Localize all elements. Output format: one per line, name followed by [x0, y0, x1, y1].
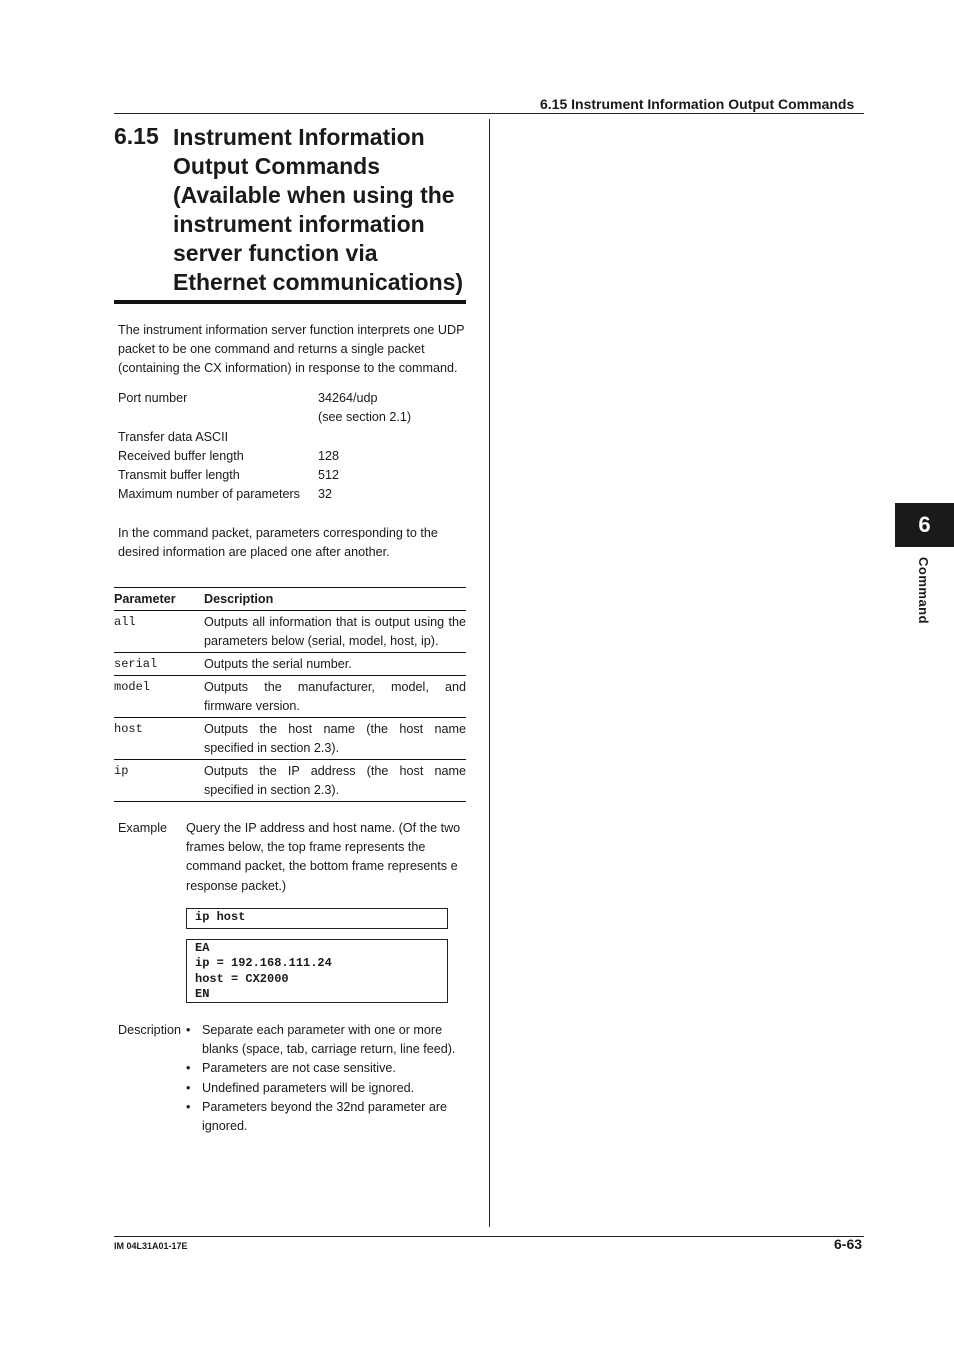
parameter-cell: ip: [114, 760, 204, 802]
description-cell: Outputs the manufacturer, model, and firmware version.: [204, 676, 466, 718]
section-number: 6.15: [114, 123, 159, 149]
column-header-parameter: Parameter: [114, 588, 204, 611]
command-frame: [186, 908, 448, 929]
spec-label: [118, 408, 318, 427]
parameter-cell: all: [114, 611, 204, 653]
list-item: [186, 1059, 476, 1078]
response-line: host = CX2000: [195, 971, 289, 986]
spec-label: Transfer data ASCII: [118, 429, 229, 444]
description-cell: Outputs the host name (the host name specified in section 2.3).: [204, 718, 466, 760]
spec-row: [118, 447, 411, 466]
table-row: [114, 718, 466, 760]
bullet-icon: •: [186, 1023, 191, 1037]
description-cell: Outputs the serial number.: [204, 653, 466, 676]
description-cell: Outputs all information that is output using the parameters below (serial, model, host, ip).: [204, 611, 466, 653]
command-packet-paragraph: In the command packet, parameters corresponding to the desired information are placed one after another.: [118, 526, 438, 560]
description-label: Description: [118, 1023, 181, 1037]
footer-rule: [114, 1236, 864, 1237]
spec-row: [118, 389, 411, 408]
spec-row: [118, 485, 411, 504]
list-item: [186, 1079, 476, 1098]
table-header-row: [114, 588, 466, 611]
spec-table: [118, 389, 411, 505]
parameter-table: [114, 587, 466, 802]
response-line: EN: [195, 987, 210, 1002]
running-header: 6.15 Instrument Information Output Commands: [540, 96, 855, 112]
spec-value: [318, 428, 411, 447]
parameter-cell: serial: [114, 653, 204, 676]
bullet-icon: •: [186, 1061, 191, 1076]
spec-value: 34264/udp: [318, 391, 378, 405]
table-row: [114, 611, 466, 653]
spec-value: (see section 2.1): [318, 410, 412, 425]
title-rule: [114, 300, 466, 304]
response-line: EA: [195, 941, 210, 955]
header-rule: [114, 113, 864, 114]
table-row: [114, 676, 466, 718]
spec-label: Received buffer length: [118, 448, 244, 463]
section-title: Instrument Information Output Commands (Available when using the instrument information server function via Ethernet communications): [173, 124, 464, 295]
chapter-tab: 6: [895, 503, 954, 547]
list-item-text: Parameters beyond the 32nd parameter are ignored.: [202, 1099, 448, 1134]
example-label: Example: [118, 821, 167, 835]
column-divider: [489, 119, 490, 1227]
spec-value: 32: [318, 487, 333, 502]
parameter-cell: model: [114, 676, 204, 718]
spec-row: [118, 408, 411, 427]
list-item: [186, 1098, 476, 1136]
description-list: [186, 1021, 476, 1136]
bullet-icon: •: [186, 1099, 191, 1114]
response-line: ip = 192.168.111.24: [195, 956, 332, 971]
response-frame: [186, 939, 448, 1003]
chapter-tab-label: Command: [916, 557, 931, 625]
list-item-text: Undefined parameters will be ignored.: [202, 1080, 415, 1095]
spec-label: Maximum number of parameters: [118, 487, 300, 502]
list-item: [186, 1021, 476, 1059]
spec-row: [118, 466, 411, 485]
spec-value: 128: [318, 448, 340, 463]
bullet-icon: •: [186, 1080, 191, 1095]
spec-value: 512: [318, 468, 340, 483]
intro-paragraph: The instrument information server function interprets one UDP packet to be one command and returns a single packet (containing the CX information) in response to the command.: [118, 323, 465, 376]
command-line: ip host: [195, 910, 246, 924]
spec-label: Port number: [118, 391, 188, 405]
column-header-description: Description: [204, 588, 466, 611]
page-number: 6-63: [834, 1236, 863, 1252]
document-id: IM 04L31A01-17E: [114, 1241, 188, 1251]
table-row: [114, 760, 466, 802]
list-item-text: Separate each parameter with one or more blanks (space, tab, carriage return, line feed).: [202, 1023, 456, 1057]
table-row: [114, 653, 466, 676]
list-item-text: Parameters are not case sensitive.: [202, 1061, 396, 1076]
parameter-cell: host: [114, 718, 204, 760]
example-text: Query the IP address and host name. (Of the two frames below, the top frame represents the command packet, the bottom frame represents e response packet.): [186, 821, 461, 893]
description-cell: Outputs the IP address (the host name specified in section 2.3).: [204, 760, 466, 802]
spec-label: Transmit buffer length: [118, 468, 240, 483]
spec-row: [118, 428, 411, 447]
